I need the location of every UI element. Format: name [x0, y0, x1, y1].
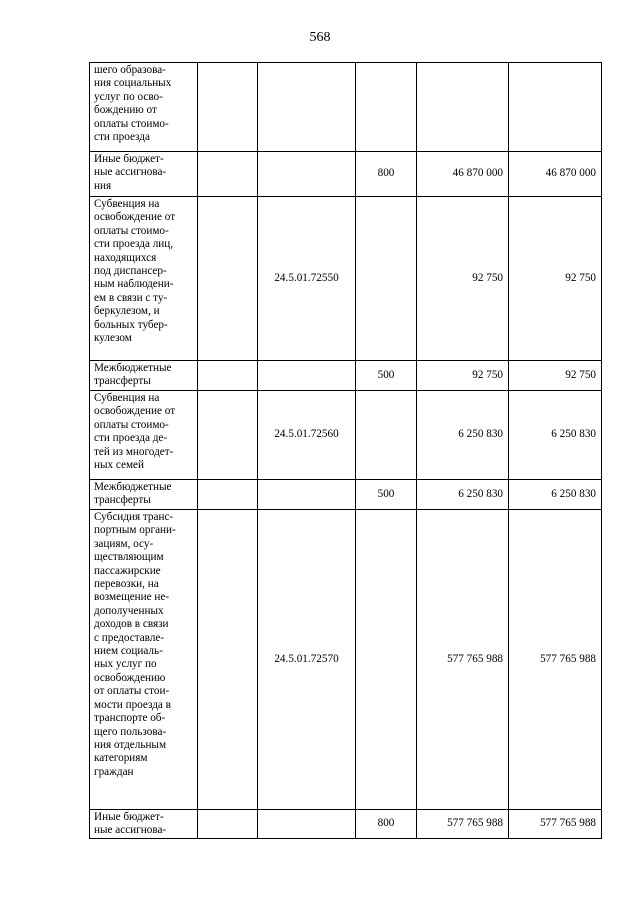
- table-row: [90, 197, 602, 361]
- row-name-cell: Иные бюджет- ные ассигнова-: [90, 810, 198, 839]
- row-vr-cell: [356, 391, 417, 480]
- row-name-cell: Межбюджетные трансферты: [90, 480, 198, 510]
- budget-table: [89, 62, 602, 839]
- row-ved-cell: [198, 810, 258, 839]
- row-sum-2024-cell: 6 250 830: [417, 480, 509, 510]
- table-row: [90, 810, 602, 839]
- row-ved-cell: [198, 361, 258, 391]
- row-sum-2025-cell: [509, 63, 602, 152]
- row-csr-cell: 24.5.01.72560: [258, 391, 356, 480]
- row-name-cell: Межбюджетные трансферты: [90, 361, 198, 391]
- row-csr-cell: 24.5.01.72570: [258, 510, 356, 810]
- row-vr-cell: [356, 510, 417, 810]
- row-csr-cell: [258, 810, 356, 839]
- row-sum-2024-cell: 577 765 988: [417, 510, 509, 810]
- row-name-cell: Субвенция на освобождение от оплаты стоимо- сти проезда лиц, находящихся под диспансер- ным наблюдени- ем в связи с ту- беркулезом, и больных тубер- кулезом: [90, 197, 198, 361]
- table-row: [90, 361, 602, 391]
- row-name-cell: Субвенция на освобождение от оплаты стоимо- сти проезда де- тей из многодет- ных семей: [90, 391, 198, 480]
- row-vr-cell: 800: [356, 810, 417, 839]
- row-sum-2024-cell: [417, 63, 509, 152]
- budget-table-body: [90, 63, 602, 839]
- row-name-cell: шего образова- ния социальных услуг по осво- бождению от оплаты стоимо- сти проезда: [90, 63, 198, 152]
- row-sum-2025-cell: 6 250 830: [509, 480, 602, 510]
- row-sum-2025-cell: 577 765 988: [509, 510, 602, 810]
- row-sum-2024-cell: 92 750: [417, 197, 509, 361]
- row-ved-cell: [198, 510, 258, 810]
- row-ved-cell: [198, 480, 258, 510]
- row-name-cell: Иные бюджет- ные ассигнова- ния: [90, 152, 198, 197]
- row-vr-cell: 500: [356, 480, 417, 510]
- row-csr-cell: [258, 152, 356, 197]
- row-ved-cell: [198, 197, 258, 361]
- row-vr-cell: [356, 197, 417, 361]
- row-csr-cell: [258, 480, 356, 510]
- row-sum-2025-cell: 92 750: [509, 197, 602, 361]
- table-row: [90, 510, 602, 810]
- row-vr-cell: [356, 63, 417, 152]
- row-sum-2025-cell: 6 250 830: [509, 391, 602, 480]
- page-number: 568: [309, 30, 331, 45]
- row-vr-cell: 500: [356, 361, 417, 391]
- table-row: [90, 480, 602, 510]
- row-csr-cell: 24.5.01.72550: [258, 197, 356, 361]
- row-name-cell: Субсидия транс- портным органи- зациям, осу- ществляющим пассажирские перевозки, на возмещение не- дополученных доходов в связи с предоставле- нием социаль- ных услуг по освобождению от оплаты стои- мости проезда в транспорте об- щего пользова- ния отдельным категориям граждан: [90, 510, 198, 810]
- row-sum-2024-cell: 46 870 000: [417, 152, 509, 197]
- row-sum-2025-cell: 92 750: [509, 361, 602, 391]
- row-ved-cell: [198, 152, 258, 197]
- row-sum-2025-cell: 577 765 988: [509, 810, 602, 839]
- row-sum-2024-cell: 92 750: [417, 361, 509, 391]
- row-sum-2025-cell: 46 870 000: [509, 152, 602, 197]
- row-ved-cell: [198, 63, 258, 152]
- row-sum-2024-cell: 577 765 988: [417, 810, 509, 839]
- row-csr-cell: [258, 63, 356, 152]
- table-row: [90, 152, 602, 197]
- table-row: [90, 391, 602, 480]
- row-sum-2024-cell: 6 250 830: [417, 391, 509, 480]
- row-vr-cell: 800: [356, 152, 417, 197]
- row-csr-cell: [258, 361, 356, 391]
- table-row: [90, 63, 602, 152]
- row-ved-cell: [198, 391, 258, 480]
